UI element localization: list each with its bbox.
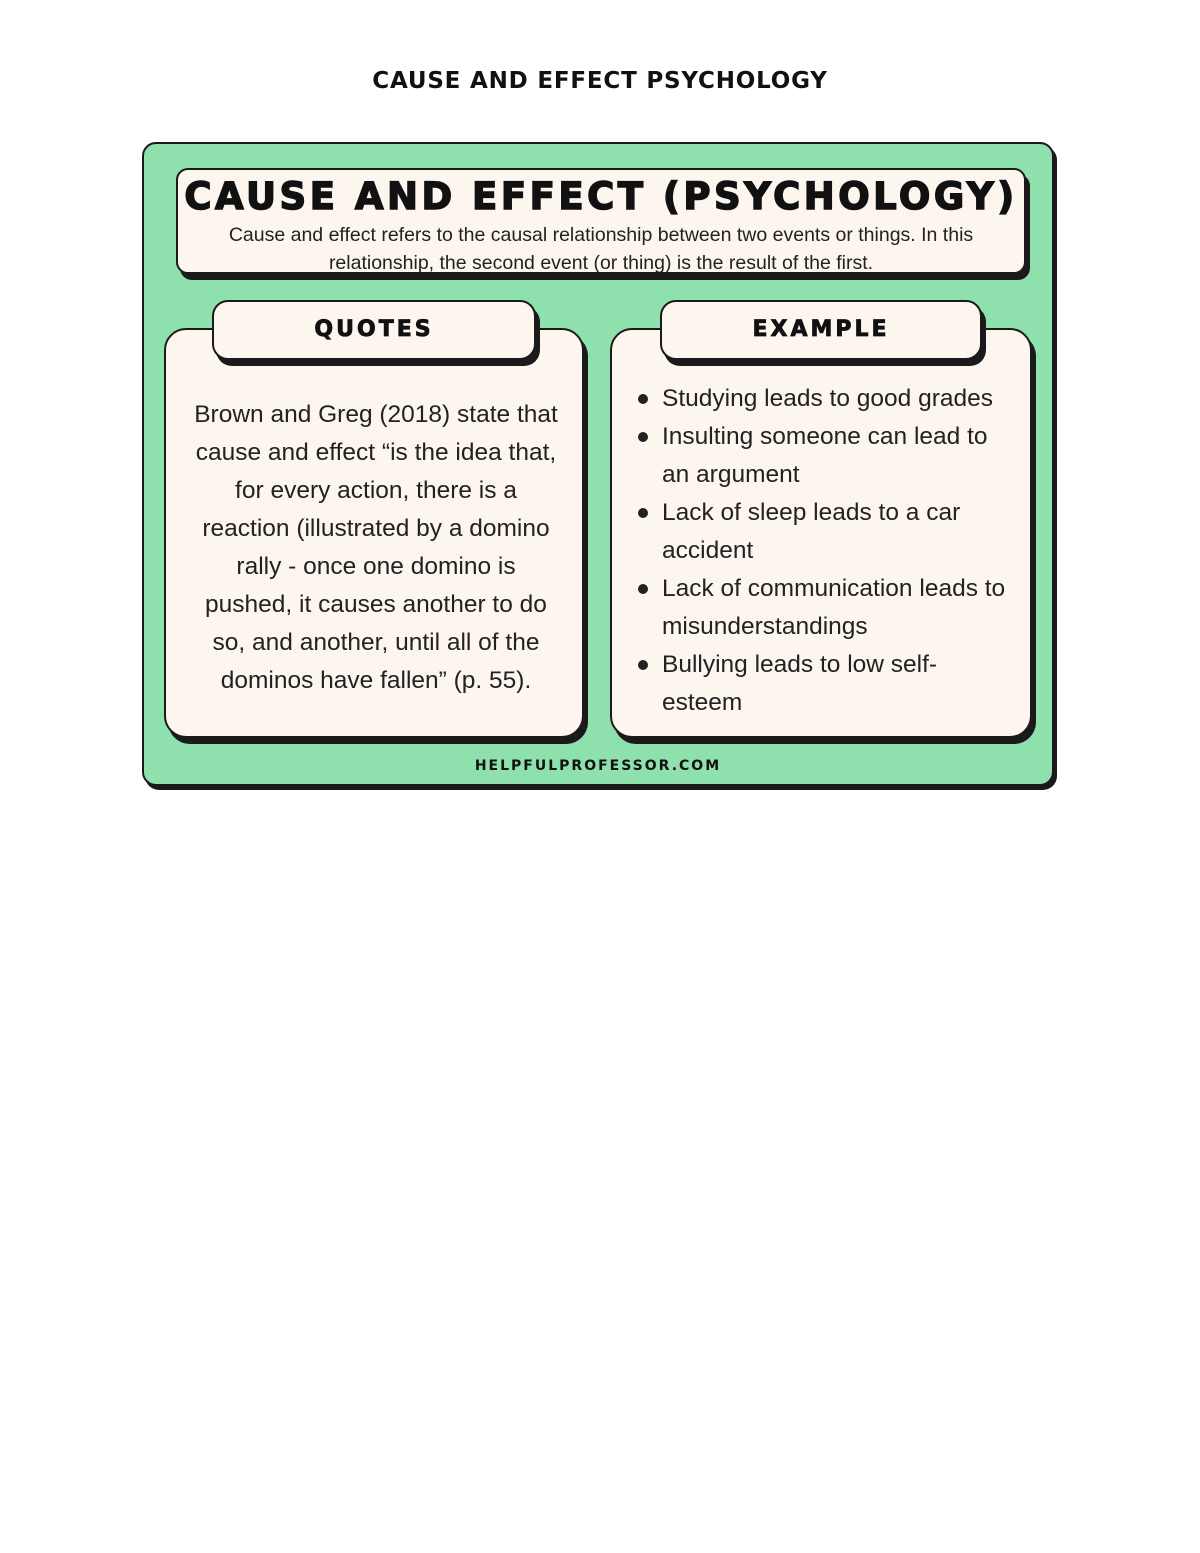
- infographic-title: CAUSE AND EFFECT (PSYCHOLOGY): [184, 175, 1018, 218]
- example-panel: [610, 328, 1032, 738]
- list-item: [632, 646, 1012, 722]
- list-item: [632, 570, 1012, 646]
- infographic-description: Cause and effect refers to the causal relationship between two events or things. In this relationship, the second event (or thing) is the result of the first.: [228, 224, 974, 274]
- infographic-card: [142, 142, 1054, 786]
- example-item-text: Studying leads to good grades: [662, 385, 993, 412]
- bullet-icon: [638, 584, 648, 594]
- example-item-text: Lack of communication leads to misunderstandings: [662, 575, 1006, 640]
- bullet-icon: [638, 508, 648, 518]
- example-list: [632, 380, 1012, 722]
- bullet-icon: [638, 394, 648, 404]
- example-item-text: Bullying leads to low self-esteem: [662, 651, 938, 716]
- list-item: [632, 494, 1012, 570]
- quotes-heading: QUOTES: [212, 300, 536, 360]
- infographic-header: [176, 168, 1026, 274]
- example-item-text: Insulting someone can lead to an argument: [662, 423, 988, 488]
- document-title: CAUSE AND EFFECT PSYCHOLOGY: [372, 68, 828, 94]
- list-item: [632, 418, 1012, 494]
- quote-text: Brown and Greg (2018) state that cause and effect “is the idea that, for every action, there is a reaction (illustrated by a domino rally - once one domino is pushed, it causes another to do so, and another, until all of the dominos have fallen” (p. 55).: [194, 401, 558, 694]
- list-item: [632, 380, 1012, 418]
- example-heading: EXAMPLE: [660, 300, 982, 360]
- quotes-panel: [164, 328, 584, 738]
- bullet-icon: [638, 660, 648, 670]
- bullet-icon: [638, 432, 648, 442]
- example-item-text: Lack of sleep leads to a car accident: [662, 499, 961, 564]
- footer-credit: HELPFULPROFESSOR.COM: [474, 758, 722, 774]
